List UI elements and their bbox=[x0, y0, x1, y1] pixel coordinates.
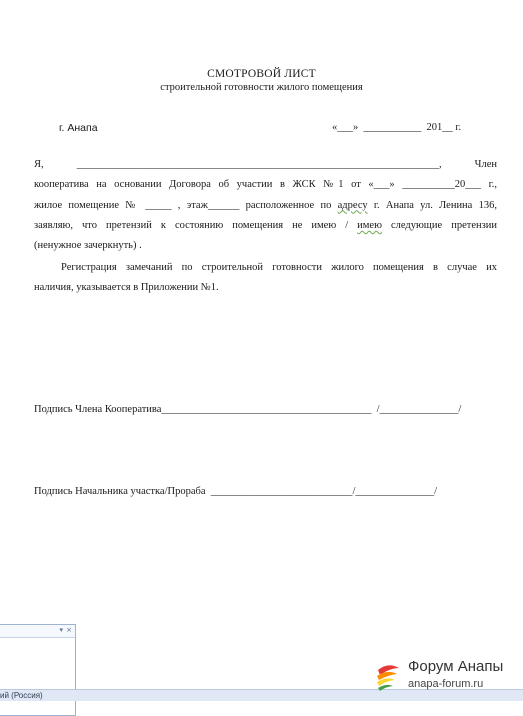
spellcheck-word-address: адресу bbox=[337, 199, 368, 211]
city-label: г. Анапа bbox=[59, 122, 98, 134]
forum-logo-icon bbox=[372, 660, 404, 692]
status-language[interactable]: ий (Россия) bbox=[0, 691, 43, 700]
statement-line-3-start: жилое помещение № _____ , этаж______ расположенное по bbox=[34, 199, 338, 211]
statement-line-4-start: заявляю, что претензий к состоянию помещения не имею / bbox=[34, 219, 358, 231]
document-subtitle: строительной готовности жилого помещения bbox=[160, 82, 363, 93]
task-pane-fragment bbox=[0, 624, 76, 716]
registration-line-2: наличия, указывается в Приложении №1. bbox=[34, 282, 219, 294]
task-pane-titlebar bbox=[0, 625, 75, 638]
watermark-url: anapa-forum.ru bbox=[408, 678, 484, 690]
watermark-title: Форум Анапы bbox=[408, 658, 504, 675]
statement-line-1: Я, _____________________________________________________________________, Член bbox=[34, 159, 497, 170]
spellcheck-word-have: имею bbox=[357, 219, 382, 231]
registration-paragraph bbox=[34, 258, 497, 299]
foreman-signature-line: Подпись Начальника участка/Прораба ___________________________/_______________/ bbox=[34, 486, 438, 497]
registration-line-1: Регистрация замечаний по строительной готовности жилого помещения в случае их bbox=[61, 262, 497, 273]
member-signature-line: Подпись Члена Кооператива________________________________________ /_______________/ bbox=[34, 404, 462, 415]
statement-line-3 bbox=[34, 196, 497, 216]
date-field: «___» ___________ 201__ г. bbox=[332, 122, 462, 133]
statement-paragraph bbox=[34, 155, 497, 256]
statement-line-4-end: следующие претензии bbox=[381, 219, 497, 231]
statement-line-3-end: г. Анапа ул. Ленина 136, bbox=[367, 199, 497, 211]
forum-watermark bbox=[372, 658, 522, 700]
statement-line-4 bbox=[34, 216, 497, 236]
statement-line-5: (ненужное зачеркнуть) . bbox=[34, 240, 142, 252]
document-title: СМОТРОВОЙ ЛИСТ bbox=[207, 68, 316, 80]
chevron-down-icon[interactable]: ▾ bbox=[59, 626, 63, 634]
close-icon[interactable]: × bbox=[66, 626, 72, 634]
statement-line-2: кооператива на основании Договора об участии в ЖСК №1 от «___» __________20___ г., bbox=[34, 179, 497, 191]
